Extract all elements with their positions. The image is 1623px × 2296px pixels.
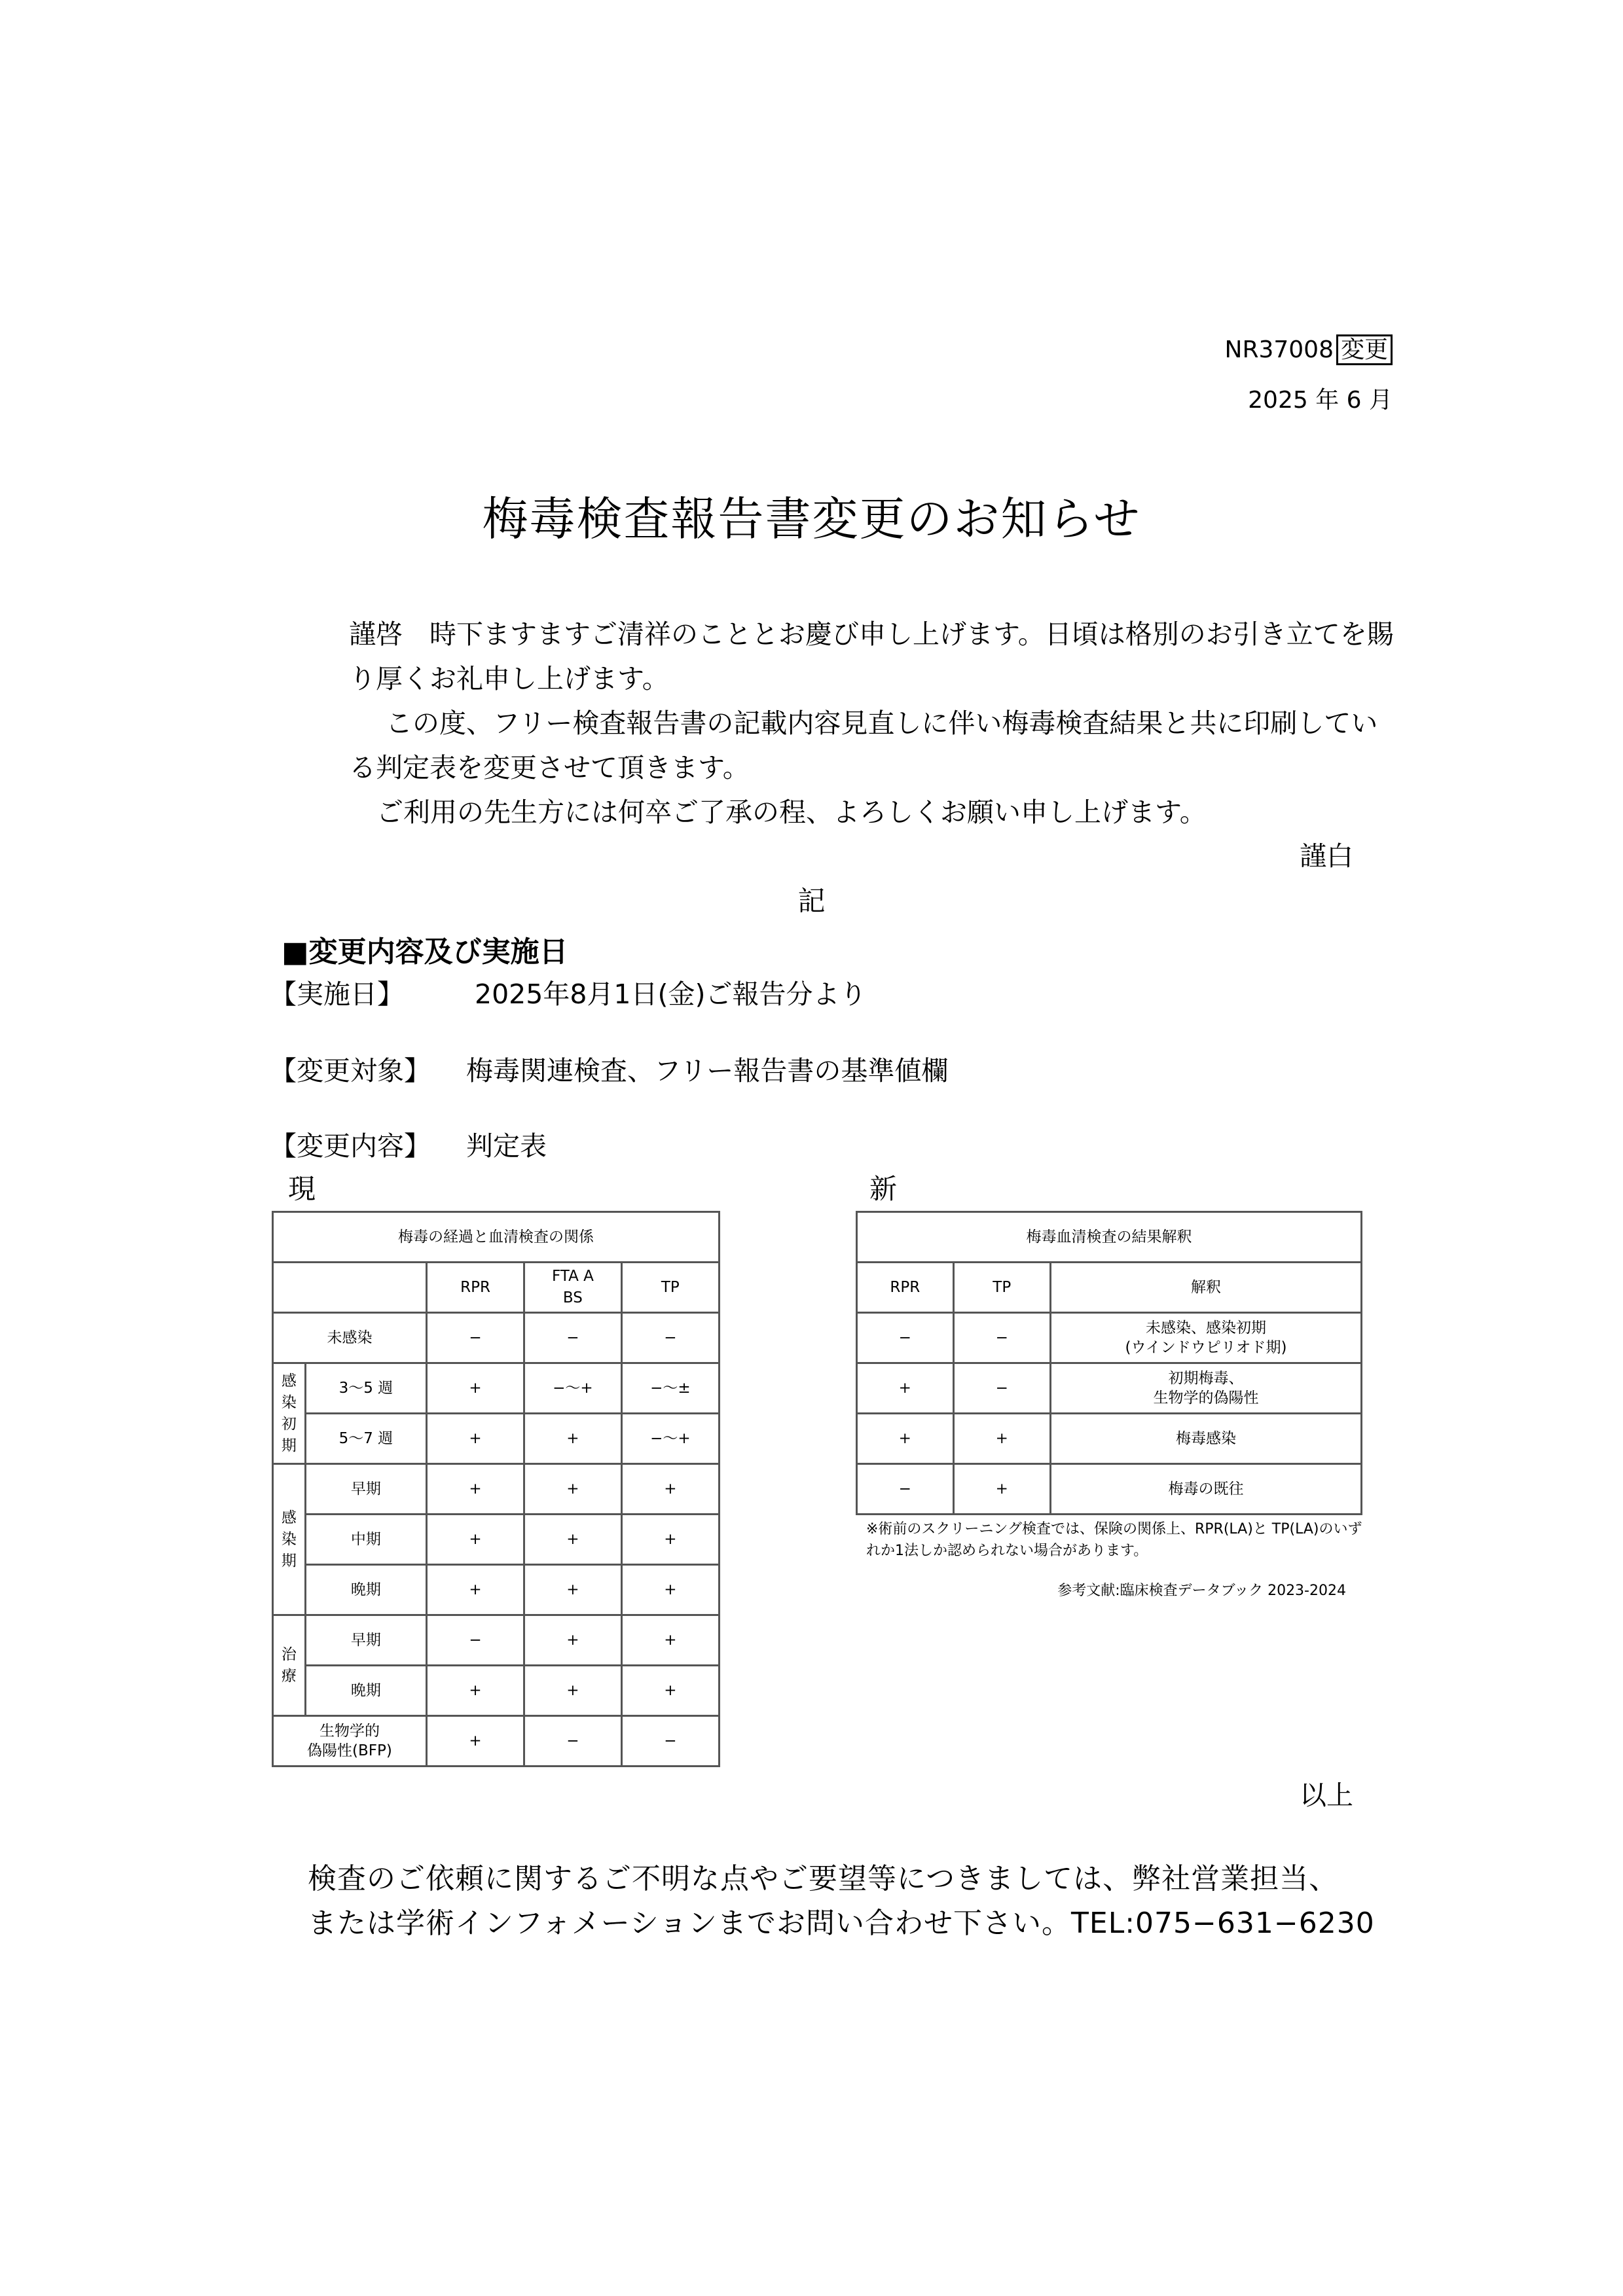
cell: + [426,1716,524,1767]
cell: −〜± [621,1363,719,1414]
bfp-line-1: 生物学的 [319,1723,380,1740]
cell: + [621,1615,719,1666]
footer-line-1: 検査のご依頼に関するご不明な点やご要望等につきましては、弊社営業担当、 [308,1862,1339,1895]
ijo-closing: 以上 [1300,1780,1353,1811]
cell: − [621,1313,719,1363]
cell: − [426,1615,524,1666]
table-row [273,1666,720,1716]
table-row [273,1414,720,1464]
row-label: 5〜7 週 [305,1414,426,1464]
greeting-paragraph-1: 謹啓 時下ますますご清祥のこととお慶び申し上げます。日頃は格別のお引き立てを賜り厚くお礼申し上げます。 [349,619,1394,694]
content-value: 判定表 [466,1130,547,1162]
interpretation-cell [1050,1363,1361,1414]
target-value: 梅毒関連検査、フリー報告書の基準値欄 [466,1055,949,1086]
new-interpretation-table [856,1211,1362,1515]
old-header-fta-abs [524,1263,621,1313]
contact-footer [308,1857,1421,1946]
ki-heading: 記 [797,885,826,917]
table-row [273,1464,720,1515]
cell: −〜+ [524,1363,621,1414]
table-row [857,1363,1362,1414]
cell: − [857,1464,954,1515]
row-label: 晩期 [305,1666,426,1716]
reference-text: 参考文献:臨床検査データブック 2023-2024 [1057,1583,1346,1599]
row-label: 3〜5 週 [305,1363,426,1414]
cell: + [426,1666,524,1716]
row-label [273,1716,427,1767]
section-title: ■変更内容及び実施日 [282,935,568,969]
table-row [273,1565,720,1615]
page-title: 梅毒検査報告書変更のお知らせ [482,492,1141,546]
new-table-caption: 梅毒血清検査の結果解釈 [857,1212,1362,1263]
change-badge: 変更 [1336,334,1393,365]
table-row [273,1363,720,1414]
group-label [273,1363,306,1464]
cell: − [953,1363,1050,1414]
group-label-text: 感染期 [281,1509,297,1570]
greeting-paragraph-3: ご利用の先生方には何卒ご了承の程、よろしくお願い申し上げます。 [376,797,1207,828]
interp-line-1: 未感染、感染初期 [1145,1319,1266,1336]
cell: + [524,1414,621,1464]
cell: − [524,1313,621,1363]
target-label: 【変更対象】 [270,1055,431,1086]
interp-line-2: (ウインドウピリオド期) [1125,1339,1287,1356]
cell: + [953,1414,1050,1464]
old-table-caption: 梅毒の経過と血清検査の関係 [273,1212,720,1263]
group-label [273,1615,306,1716]
table-row [273,1515,720,1565]
cell: + [426,1515,524,1565]
cell: − [426,1313,524,1363]
bfp-line-2: 偽陽性(BFP) [307,1742,392,1759]
greeting-paragraph-2: この度、フリー検査報告書の記載内容見直しに伴い梅毒検査結果と共に印刷している判定表を変更させて頂きます。 [349,708,1378,783]
cell: − [857,1313,954,1363]
cell: − [524,1716,621,1767]
old-header-blank [273,1263,427,1313]
date-label: 【実施日】 [270,978,404,1010]
fta-abs-text: FTA ABS [551,1268,594,1306]
cell: + [621,1464,719,1515]
new-header-interpretation: 解釈 [1050,1263,1361,1313]
table-row [857,1464,1362,1515]
content-label: 【変更内容】 [270,1130,431,1162]
closing-salutation: 謹白 [1300,840,1353,872]
interpretation-cell [1050,1313,1361,1363]
cell: + [524,1565,621,1615]
cell: + [524,1464,621,1515]
interp-line-1: 初期梅毒、 [1168,1370,1244,1387]
table-row [273,1313,720,1363]
row-label: 未感染 [273,1313,427,1363]
row-label: 晩期 [305,1565,426,1615]
group-label-text: 感染初期 [281,1372,297,1454]
row-label: 中期 [305,1515,426,1565]
cell: −〜+ [621,1414,719,1464]
cell: + [426,1565,524,1615]
table-row [857,1414,1362,1464]
doc-number-text: NR37008 [1224,336,1334,363]
date-value: 2025年8月1日(金)ご報告分より [475,978,867,1010]
cell: + [621,1565,719,1615]
cell: + [426,1414,524,1464]
cell: + [426,1464,524,1515]
table-row [857,1313,1362,1363]
row-label: 早期 [305,1464,426,1515]
row-label: 早期 [305,1615,426,1666]
group-label-text: 治療 [281,1645,297,1685]
interp-line-2: 生物学的偽陽性 [1153,1390,1259,1407]
new-header-rpr: RPR [857,1263,954,1313]
screening-note: ※術前のスクリーニング検査では、保険の関係上、RPR(LA)と TP(LA)のいずれか1法しか認められない場合があります。 [866,1521,1362,1559]
document-number [1225,332,1393,368]
new-column-label: 新 [869,1173,898,1205]
cell: + [426,1363,524,1414]
cell: + [857,1414,954,1464]
cell: + [953,1464,1050,1515]
cell: − [621,1716,719,1767]
issue-date: 2025 年 6 月 [1248,387,1393,414]
new-header-tp: TP [953,1263,1050,1313]
cell: + [524,1515,621,1565]
old-header-rpr: RPR [426,1263,524,1313]
old-header-tp: TP [621,1263,719,1313]
cell: + [524,1615,621,1666]
interpretation-cell: 梅毒感染 [1050,1414,1361,1464]
cell: + [621,1666,719,1716]
cell: + [524,1666,621,1716]
cell: + [621,1515,719,1565]
footer-line-2: または学術インフォメーションまでお問い合わせ下さい。TEL:075−631−6230 [308,1907,1375,1940]
interpretation-cell: 梅毒の既往 [1050,1464,1361,1515]
cell: + [857,1363,954,1414]
table-row [273,1716,720,1767]
cell: − [953,1313,1050,1363]
table-row [273,1615,720,1666]
old-column-label: 現 [288,1173,316,1205]
group-label [273,1464,306,1615]
old-judgement-table [272,1211,720,1767]
